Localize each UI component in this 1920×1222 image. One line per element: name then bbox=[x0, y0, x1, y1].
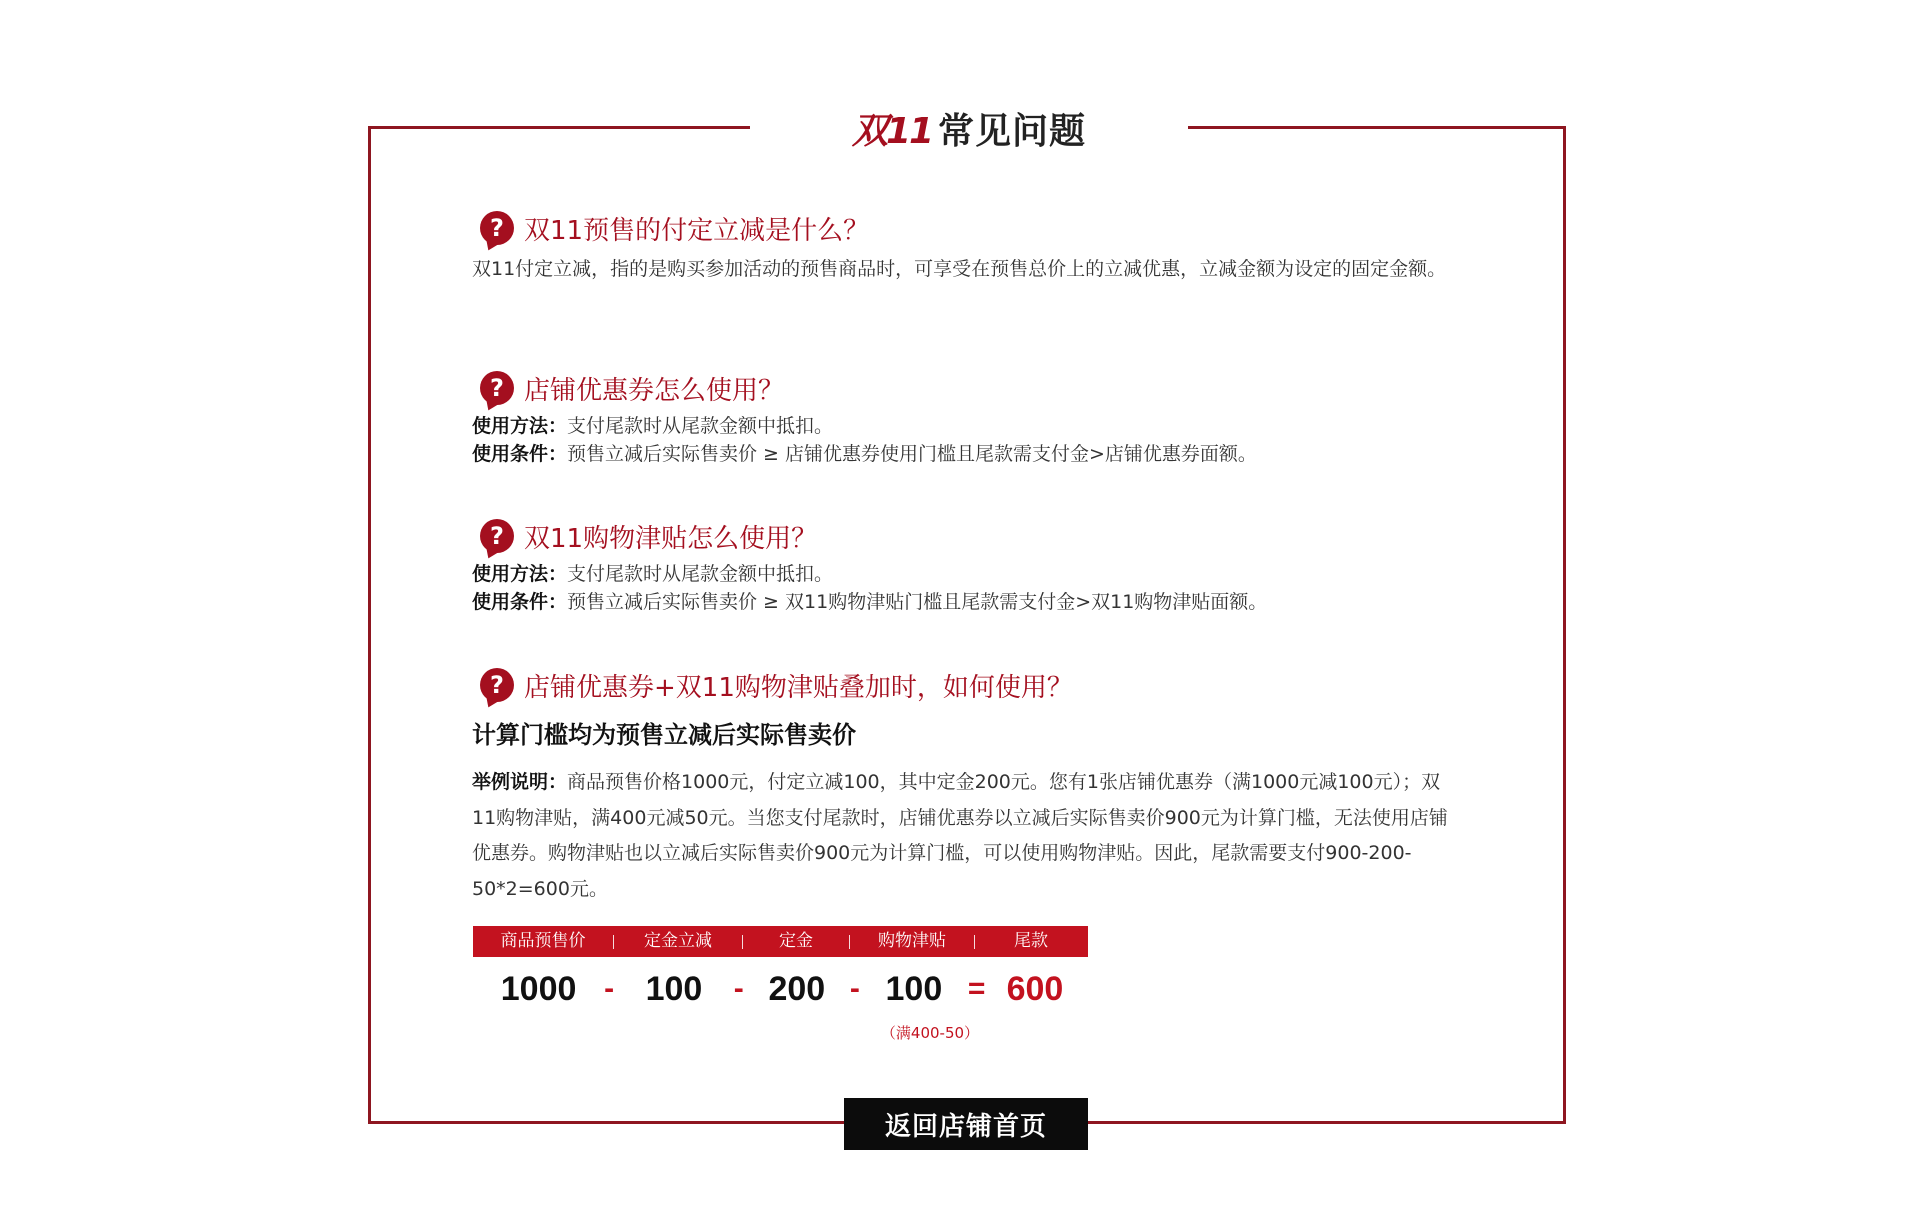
usage-method-label: 使用方法： bbox=[472, 563, 568, 585]
usage-condition-row bbox=[472, 440, 1462, 468]
faq-question: 双11预售的付定立减是什么？ bbox=[524, 215, 870, 246]
header-deposit: 定金 bbox=[779, 931, 813, 951]
allowance-note: （满400-50） bbox=[880, 1024, 980, 1042]
value-deposit: 200 bbox=[768, 969, 826, 1008]
operator-minus: - bbox=[604, 972, 615, 1005]
value-presale-price: 1000 bbox=[500, 969, 577, 1008]
question-icon: ? bbox=[480, 519, 514, 553]
back-to-store-home-button[interactable]: 返回店铺首页 bbox=[844, 1098, 1088, 1150]
title-accent: 双11 bbox=[851, 110, 933, 152]
faq-question: 双11购物津贴怎么使用？ bbox=[524, 523, 818, 554]
example-label: 举例说明： bbox=[472, 771, 568, 793]
faq-question-row bbox=[472, 368, 1462, 408]
faq-question-row bbox=[472, 665, 1462, 705]
formula-header-bar bbox=[473, 926, 1088, 957]
faq-answer: 双11付定立减，指的是购买参加活动的预售商品时，可享受在预售总价上的立减优惠，立减金额为设定的固定金额。 bbox=[472, 258, 1447, 280]
faq-question-row bbox=[472, 208, 1462, 248]
usage-condition-row bbox=[472, 588, 1462, 616]
page-title bbox=[750, 98, 1188, 158]
faq-item-shopping-allowance bbox=[472, 516, 1462, 616]
header-final-payment: 尾款 bbox=[1014, 931, 1048, 951]
faq-item-presale-discount bbox=[472, 208, 1462, 287]
usage-condition-text: 预售立减后实际售卖价 ≥ 店铺优惠券使用门槛且尾款需支付金>店铺优惠券面额。 bbox=[567, 443, 1257, 465]
operator-minus: - bbox=[733, 972, 744, 1005]
usage-method-row bbox=[472, 560, 1462, 588]
usage-condition-text: 预售立减后实际售卖价 ≥ 双11购物津贴门槛且尾款需支付金>双11购物津贴面额。 bbox=[567, 591, 1268, 613]
example-text: 商品预售价格1000元，付定立减100，其中定金200元。您有1张店铺优惠券（满1000元减100元）；双11购物津贴，满400元减50元。当您支付尾款时，店铺优惠券以立减后实际售卖价900元为计算门槛，无法使用店铺优惠券。购物津贴也以立减后实际售卖价900元为计算门槛，可以使用购物津贴。因此，尾款需要支付900-200-50*2=600元。 bbox=[472, 771, 1448, 900]
faq-question-row bbox=[472, 516, 1462, 556]
header-allowance: 购物津贴 bbox=[878, 931, 946, 951]
faq-question: 店铺优惠券+双11购物津贴叠加时，如何使用？ bbox=[524, 672, 1073, 703]
formula-values-row bbox=[473, 961, 1088, 1017]
value-final-payment: 600 bbox=[1006, 969, 1064, 1008]
faq-subheading: 计算门槛均为预售立减后实际售卖价 bbox=[472, 721, 856, 749]
faq-question: 店铺优惠券怎么使用？ bbox=[524, 375, 785, 406]
usage-method-text: 支付尾款时从尾款金额中抵扣。 bbox=[567, 563, 834, 585]
example-paragraph bbox=[472, 765, 1462, 907]
usage-condition-label: 使用条件： bbox=[472, 591, 568, 613]
faq-item-store-coupon bbox=[472, 368, 1462, 468]
header-deposit-discount: 定金立减 bbox=[644, 931, 712, 951]
title-main: 常见问题 bbox=[938, 110, 1087, 152]
value-allowance: 100 bbox=[885, 969, 943, 1008]
usage-method-label: 使用方法： bbox=[472, 415, 568, 437]
calculation-formula bbox=[473, 926, 1088, 1042]
usage-method-row bbox=[472, 412, 1462, 440]
value-deposit-discount: 100 bbox=[645, 969, 703, 1008]
usage-method-text: 支付尾款时从尾款金额中抵扣。 bbox=[567, 415, 834, 437]
header-presale-price: 商品预售价 bbox=[500, 931, 586, 951]
question-icon: ? bbox=[480, 668, 514, 702]
question-icon: ? bbox=[480, 371, 514, 405]
question-icon: ? bbox=[480, 211, 514, 245]
usage-condition-label: 使用条件： bbox=[472, 443, 568, 465]
operator-minus: - bbox=[849, 972, 860, 1005]
faq-item-stacking bbox=[472, 665, 1462, 907]
operator-equals: = bbox=[967, 972, 986, 1005]
